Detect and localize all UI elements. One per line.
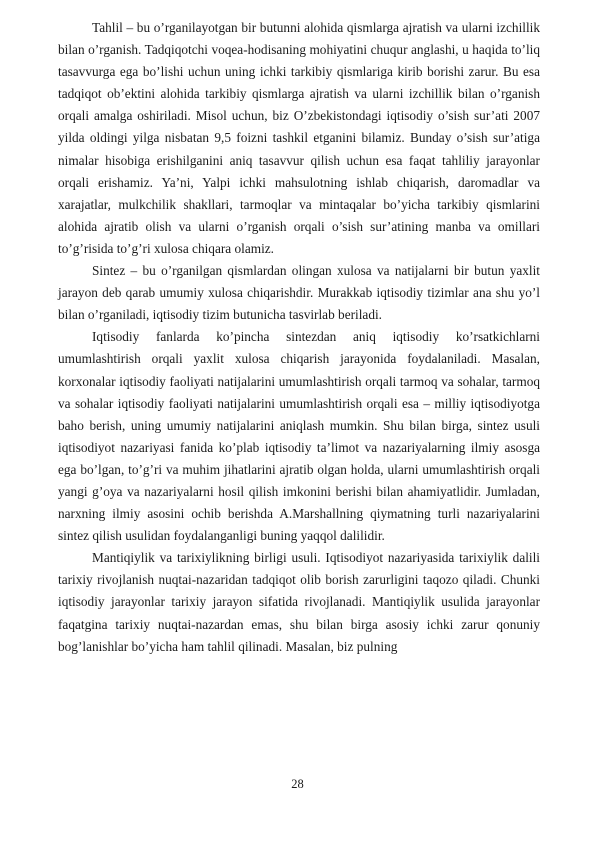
page-number: 28	[291, 777, 304, 791]
paragraph-iqtisodiy-fanlar: Iqtisodiy fanlarda ko’pincha sintezdan aniq iqtisodiy ko’rsatkichlarni umumlashtirish orqali yaxlit xulosa chiqarish jarayonida foydalaniladi. Masalan, korxonalar iqtisodiy faoliyati natijalarini umumlashtirish orqali tarmoq va sohalar, tarmoq va sohalar iqtisodiy faoliyati natijalarini umumlashtirish orqali esa – milliy iqtisodiyotga baho berish, uning umumiy natijalarini aniqlash mumkin. Shu bilan birga, sintez usuli iqtisodiyot nazariyasi fanida ko’plab iqtisodiy ta’limot va nazariyalarning ilmiy asosga ega bo’lgan, to’g’ri va muhim jihatlarini ajratib olgan holda, ularni umumlashtirish orqali yangi g’oya va nazariyalarni hosil qilish imkonini berishi bilan ahamiyatlidir. Jumladan, narxning ilmiy asosini ochib berishda A.Marshallning qiymatning turli nazariyalarini sintez qilish usulidan foydalanganligi buning yaqqol dalilidir.	[58, 329, 540, 544]
paragraph-mantiqiylik: Mantiqiylik va tarixiylikning birligi usuli. Iqtisodiyot nazariyasida tarixiylik dalili tarixiy rivojlanish nuqtai-nazaridan tadqiqot olib borish zarurligini taqozo qiladi. Chunki iqtisodiy jarayonlar tarixiy jarayon sifatida rivojlanadi. Mantiqiylik usulida jarayonlar faqatgina tarixiy nuqtai-nazardan emas, shu bilan birga asosiy ichki zarur qonuniy bog’lanishlar bo’yicha ham tahlil qilinadi. Masalan, biz pulning	[58, 550, 540, 654]
text-body	[58, 17, 540, 658]
paragraph-sintez: Sintez – bu o’rganilgan qismlardan olingan xulosa va natijalarni bir butun yaxlit jarayon deb qarab umumiy xulosa chiqarishdir. Murakkab iqtisodiy tizimlar ana shu yo’l bilan o’rganiladi, iqtisodiy tizim butunicha tasvirlab beriladi.	[58, 263, 540, 323]
paragraph-tahlil: Tahlil – bu o’rganilayotgan bir butunni alohida qismlarga ajratish va ularni izchillik bilan o’rganish. Tadqiqotchi voqea-hodisaning mohiyatini chuqur anglashi, u haqida to’liq tasavvurga ega bo’lishi uchun uning ichki tarkibiy qismlariga kirib borishi zarur. Bu esa tadqiqot ob’ektini alohida tarkibiy qismlarga ajratish va ularni izchillik bilan o’rganish orqali amalga oshiriladi. Misol uchun, biz O’zbekistondagi iqtisodiy o’sish sur’ati 2007 yilda oldingi yilga nisbatan 9,5 foizni tashkil etganini bilamiz. Bunday o’sish sur’atiga nimalar hisobiga erishilganini aniq tasavvur qilish uchun esa faqat tahliliy jarayonlar orqali erishamiz. Ya’ni, Yalpi ichki mahsulotning ishlab chiqarish, daromadlar va xarajatlar, mulkchilik shakllari, tarmoqlar va mintaqalar bo’yicha tarkibiy qismlarini alohida ajratib olish va ularni o’rganish orqali o’sish sur’atining manba va omillari to’g’risida to’g’ri xulosa chiqara olamiz.	[58, 20, 540, 256]
